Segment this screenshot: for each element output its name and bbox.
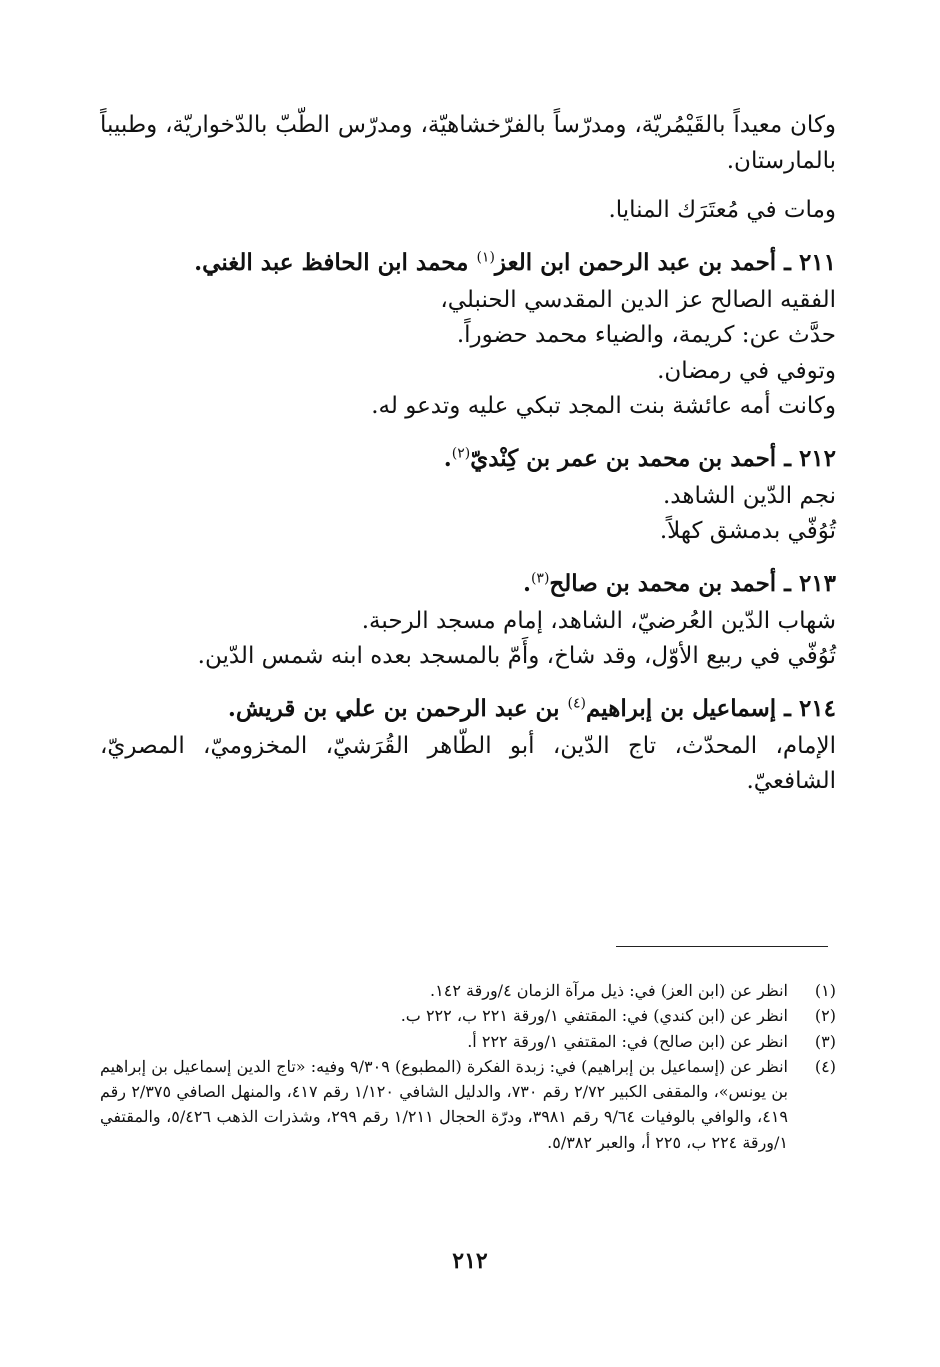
footnote-text: انظر عن (إسماعيل بن إبراهيم) في: زبدة الفكرة (المطبوع) ٩/٣٠٩ وفيه: «تاج الدين إسماعيل بن إبراهيم بن يونس»، والمقفى الكبير ٢/٧٢ رقم ٧٣٠، والدليل الشافي ١/١٢٠ رقم ٤١٧، والمنهل الصافي ٢/٣٧٥ رقم ٤١٩، والوافي بالوفيات ٩/٦٤ رقم ٣٩٨١، ودرّة الحجال ١/٢١١ رقم ٢٩٩، وشذرات الذهب ٥/٤٢٦، والمقتفي ١/ورقة ٢٢٤ ب، ٢٢٥ أ، والعبر ٥/٣٨٢. (100, 1056, 789, 1152)
footnote-item (100, 1003, 836, 1028)
entry-213-line: تُوُفّي في ربيع الأوّل، وقد شاخ، وأَمّ بالمسجد بعده ابنه شمس الدّين. (197, 643, 836, 670)
footnote-item (100, 1029, 836, 1054)
entry-heading-211 (100, 245, 836, 281)
entry-heading-212 (100, 441, 836, 477)
entry-211-line: وكانت أمه عائشة بنت المجد تبكي عليه وتدعو له. (371, 393, 836, 420)
intro-paragraph: وكان معيداً بالقَيْمُريّة، ومدرّساً بالفرّخشاهيّة، ومدرّس الطّبّ بالدّخواريّة، وطبيباً بالمارستان. (100, 112, 836, 174)
entry-heading-rest: . (522, 570, 531, 598)
entry-211-line: الفقيه الصالح عز الدين المقدسي الحنبلي، (440, 286, 836, 313)
footnote-text: انظر عن (ابن كندي) في: المقتفي ١/ورقة ٢٢١ ب، ٢٢٢ ب. (400, 1006, 788, 1026)
entry-heading-rest: بن عبد الرحمن بن علي بن قريش. (227, 694, 568, 722)
footnote-text: انظر عن (ابن العز) في: ذيل مرآة الزمان ٤/ورقة ١٤٢. (430, 981, 788, 1000)
footnote-number: (٣) (814, 1031, 836, 1051)
footnote-ref-1: (١) (476, 249, 495, 266)
entry-heading-214 (100, 691, 836, 727)
page-number: ٢١٢ (452, 1248, 488, 1274)
entry-212-line: تُوُفّي بدمشق كهلاً. (659, 518, 836, 545)
entry-heading-name: ٢١٤ ـ إسماعيل بن إبراهيم (585, 694, 836, 722)
entry-heading-rest: محمد ابن الحافظ عبد الغني. (194, 248, 477, 276)
main-text (100, 108, 836, 800)
footnote-item (100, 1054, 836, 1155)
footnote-ref-4: (٤) (567, 695, 586, 712)
entry-heading-rest: . (443, 445, 452, 473)
entry-heading-name: ٢١١ ـ أحمد بن عبد الرحمن ابن العز (494, 248, 836, 276)
entry-212-line: نجم الدّين الشاهد. (663, 482, 836, 509)
footnote-number: (٤) (814, 1056, 836, 1076)
footnote-separator (616, 946, 828, 947)
footnote-number: (٢) (814, 1006, 836, 1026)
entry-211-line: وتوفي في رمضان. (657, 357, 836, 384)
footnotes (100, 978, 836, 1155)
entry-heading-name: ٢١٣ ـ أحمد بن محمد بن صالح (549, 570, 836, 598)
intro-death-line: ومات في مُعتَرَك المنايا. (608, 197, 836, 224)
entry-214-paragraph: الإمام، المحدّث، تاج الدّين، أبو الطّاهر القُرَشيّ، المخزوميّ، المصريّ، الشافعيّ. (100, 732, 836, 795)
entry-213-line: شهاب الدّين العُرضيّ، الشاهد، إمام مسجد الرحبة. (361, 607, 836, 634)
footnote-text: انظر عن (ابن صالح) في: المقتفي ١/ورقة ٢٢٢ أ. (467, 1031, 788, 1051)
entry-211-line: حدَّث عن: كريمة، والضياء محمد حضوراً. (456, 322, 836, 349)
entry-heading-name: ٢١٢ ـ أحمد بن محمد بن عمر بن كِنْديّ (470, 445, 836, 473)
footnote-ref-2: (٢) (451, 445, 471, 462)
footnote-item (100, 978, 836, 1003)
entry-heading-213 (100, 566, 836, 602)
footnote-number: (١) (814, 981, 836, 1000)
footnote-ref-3: (٣) (530, 570, 550, 587)
